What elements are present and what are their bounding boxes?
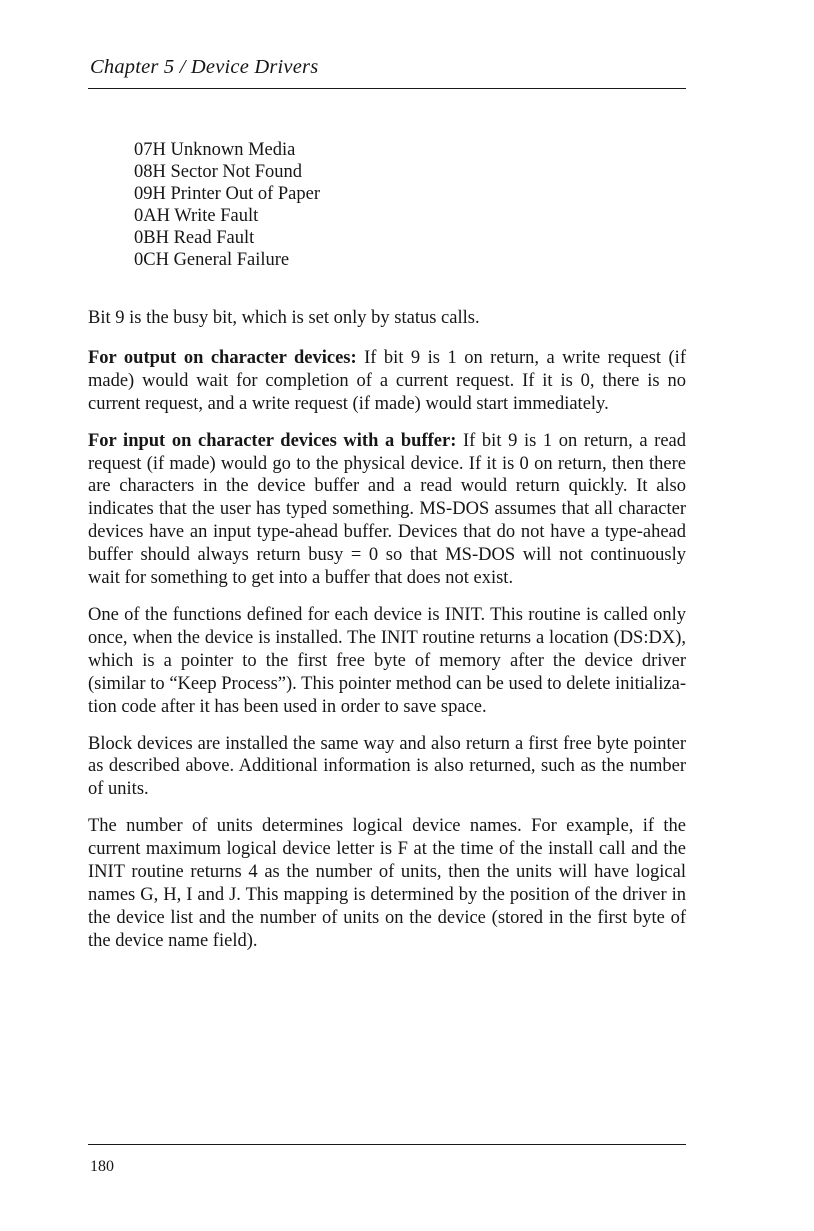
paragraph-busy-bit: Bit 9 is the busy bit, which is set only by status calls. (88, 308, 480, 328)
paragraph-output-devices (88, 347, 686, 416)
paragraph-input-devices (88, 430, 686, 590)
error-code-list (134, 139, 320, 271)
paragraph-block-devices: Block devices are installed the same way and also return a first free byte pointer as described above. Additional information is also returned, such as the number of units. (88, 733, 686, 800)
paragraph-heading-input: For input on character devices with a buffer: (88, 430, 457, 451)
error-code-item: 0BH Read Fault (134, 228, 255, 248)
body-text (88, 307, 686, 967)
paragraph-init: One of the functions defined for each device is INIT. This routine is called only once, when the device is installed. The INIT routine returns a location (DS:DX), which is a pointer to the first free byte of memory after the device driver (similar to “Keep Process”). This pointer method can be used to delete initialization code after it has been used in order to save space. (88, 604, 686, 717)
running-head: Chapter 5 / Device Drivers (90, 56, 319, 78)
paragraph-input-text: If bit 9 is 1 on return, a read request (if made) would go to the physical device. If it is 0 on return, then there are characters in the device buffer and a read would return quickly. It also indicates that the user has typed something. MS-DOS assumes that all character devices have an input type-ahead buffer. Devices that do not have a type-ahead buffer should always return busy = 0 so that MS-DOS will not continuously wait for something to get into a buffer that does not exist. (88, 430, 686, 589)
header-rule (88, 88, 686, 89)
footer-rule (88, 1144, 686, 1145)
error-code-item: 0CH General Failure (134, 250, 290, 270)
error-code-item: 09H Printer Out of Paper (134, 184, 320, 204)
error-code-item: 0AH Write Fault (134, 206, 259, 226)
error-code-item: 08H Sector Not Found (134, 162, 303, 182)
paragraph-units: The number of units determines logical device names. For example, if the current maximum logical device letter is F at the time of the install call and the INIT routine returns 4 as the number of units, then the units will have logical names G, H, I and J. This mapping is determined by the position of the driver in the device list and the number of units on the device (stored in the first byte of the device name field). (88, 816, 686, 951)
page-number: 180 (90, 1158, 114, 1175)
paragraph-heading-output: For output on character devices: (88, 347, 357, 368)
paragraph-output-text: If bit 9 is 1 on return, a write request (if made) would wait for completion of a current request. If it is 0, there is no current request, and a write request (if made) would start immediately. (88, 347, 686, 414)
error-code-item: 07H Unknown Media (134, 140, 296, 160)
